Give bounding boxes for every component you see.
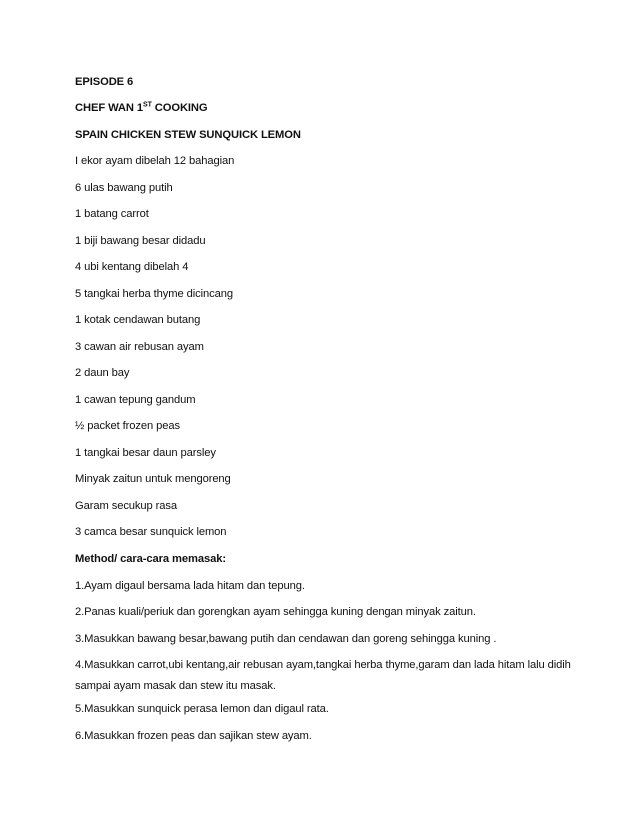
chef-title-rest: COOKING	[151, 102, 208, 114]
chef-title	[75, 101, 208, 115]
ingredient-item: 2 daun bay	[75, 367, 130, 379]
ingredient-item: 4 ubi kentang dibelah 4	[75, 261, 189, 273]
ingredient-item: 6 ulas bawang putih	[75, 182, 173, 194]
episode-heading: EPISODE 6	[75, 76, 134, 88]
chef-title-main: CHEF WAN 1	[75, 102, 143, 114]
ingredient-item: 3 camca besar sunquick lemon	[75, 526, 227, 538]
ingredient-item: 1 biji bawang besar didadu	[75, 235, 206, 247]
method-step: 4.Masukkan carrot,ubi kentang,air rebusan ayam,tangkai herba thyme,garam dan lada hitam lalu didih sampai ayam masak dan stew itu masak.	[75, 659, 571, 692]
ingredient-item: 1 tangkai besar daun parsley	[75, 447, 216, 459]
ingredient-item: 1 batang carrot	[75, 208, 149, 220]
ingredient-item: 5 tangkai herba thyme dicincang	[75, 288, 233, 300]
ingredient-item: ½ packet frozen peas	[75, 420, 180, 432]
recipe-title: SPAIN CHICKEN STEW SUNQUICK LEMON	[75, 129, 301, 141]
ingredient-item: I ekor ayam dibelah 12 bahagian	[75, 155, 235, 167]
ingredient-item: Minyak zaitun untuk mengoreng	[75, 473, 231, 485]
ingredient-item: Garam secukup rasa	[75, 500, 178, 512]
method-step: 1.Ayam digaul bersama lada hitam dan tepung.	[75, 580, 305, 592]
ingredient-item: 1 kotak cendawan butang	[75, 314, 201, 326]
method-step: 3.Masukkan bawang besar,bawang putih dan cendawan dan goreng sehingga kuning .	[75, 633, 497, 645]
method-step: 5.Masukkan sunquick perasa lemon dan digaul rata.	[75, 703, 329, 715]
method-heading: Method/ cara-cara memasak:	[75, 553, 226, 565]
method-step: 6.Masukkan frozen peas dan sajikan stew ayam.	[75, 730, 312, 742]
method-step: 2.Panas kuali/periuk dan gorengkan ayam sehingga kuning dengan minyak zaitun.	[75, 606, 476, 618]
ingredient-item: 3 cawan air rebusan ayam	[75, 341, 204, 353]
ingredient-item: 1 cawan tepung gandum	[75, 394, 196, 406]
chef-title-sup: ST	[143, 101, 152, 109]
